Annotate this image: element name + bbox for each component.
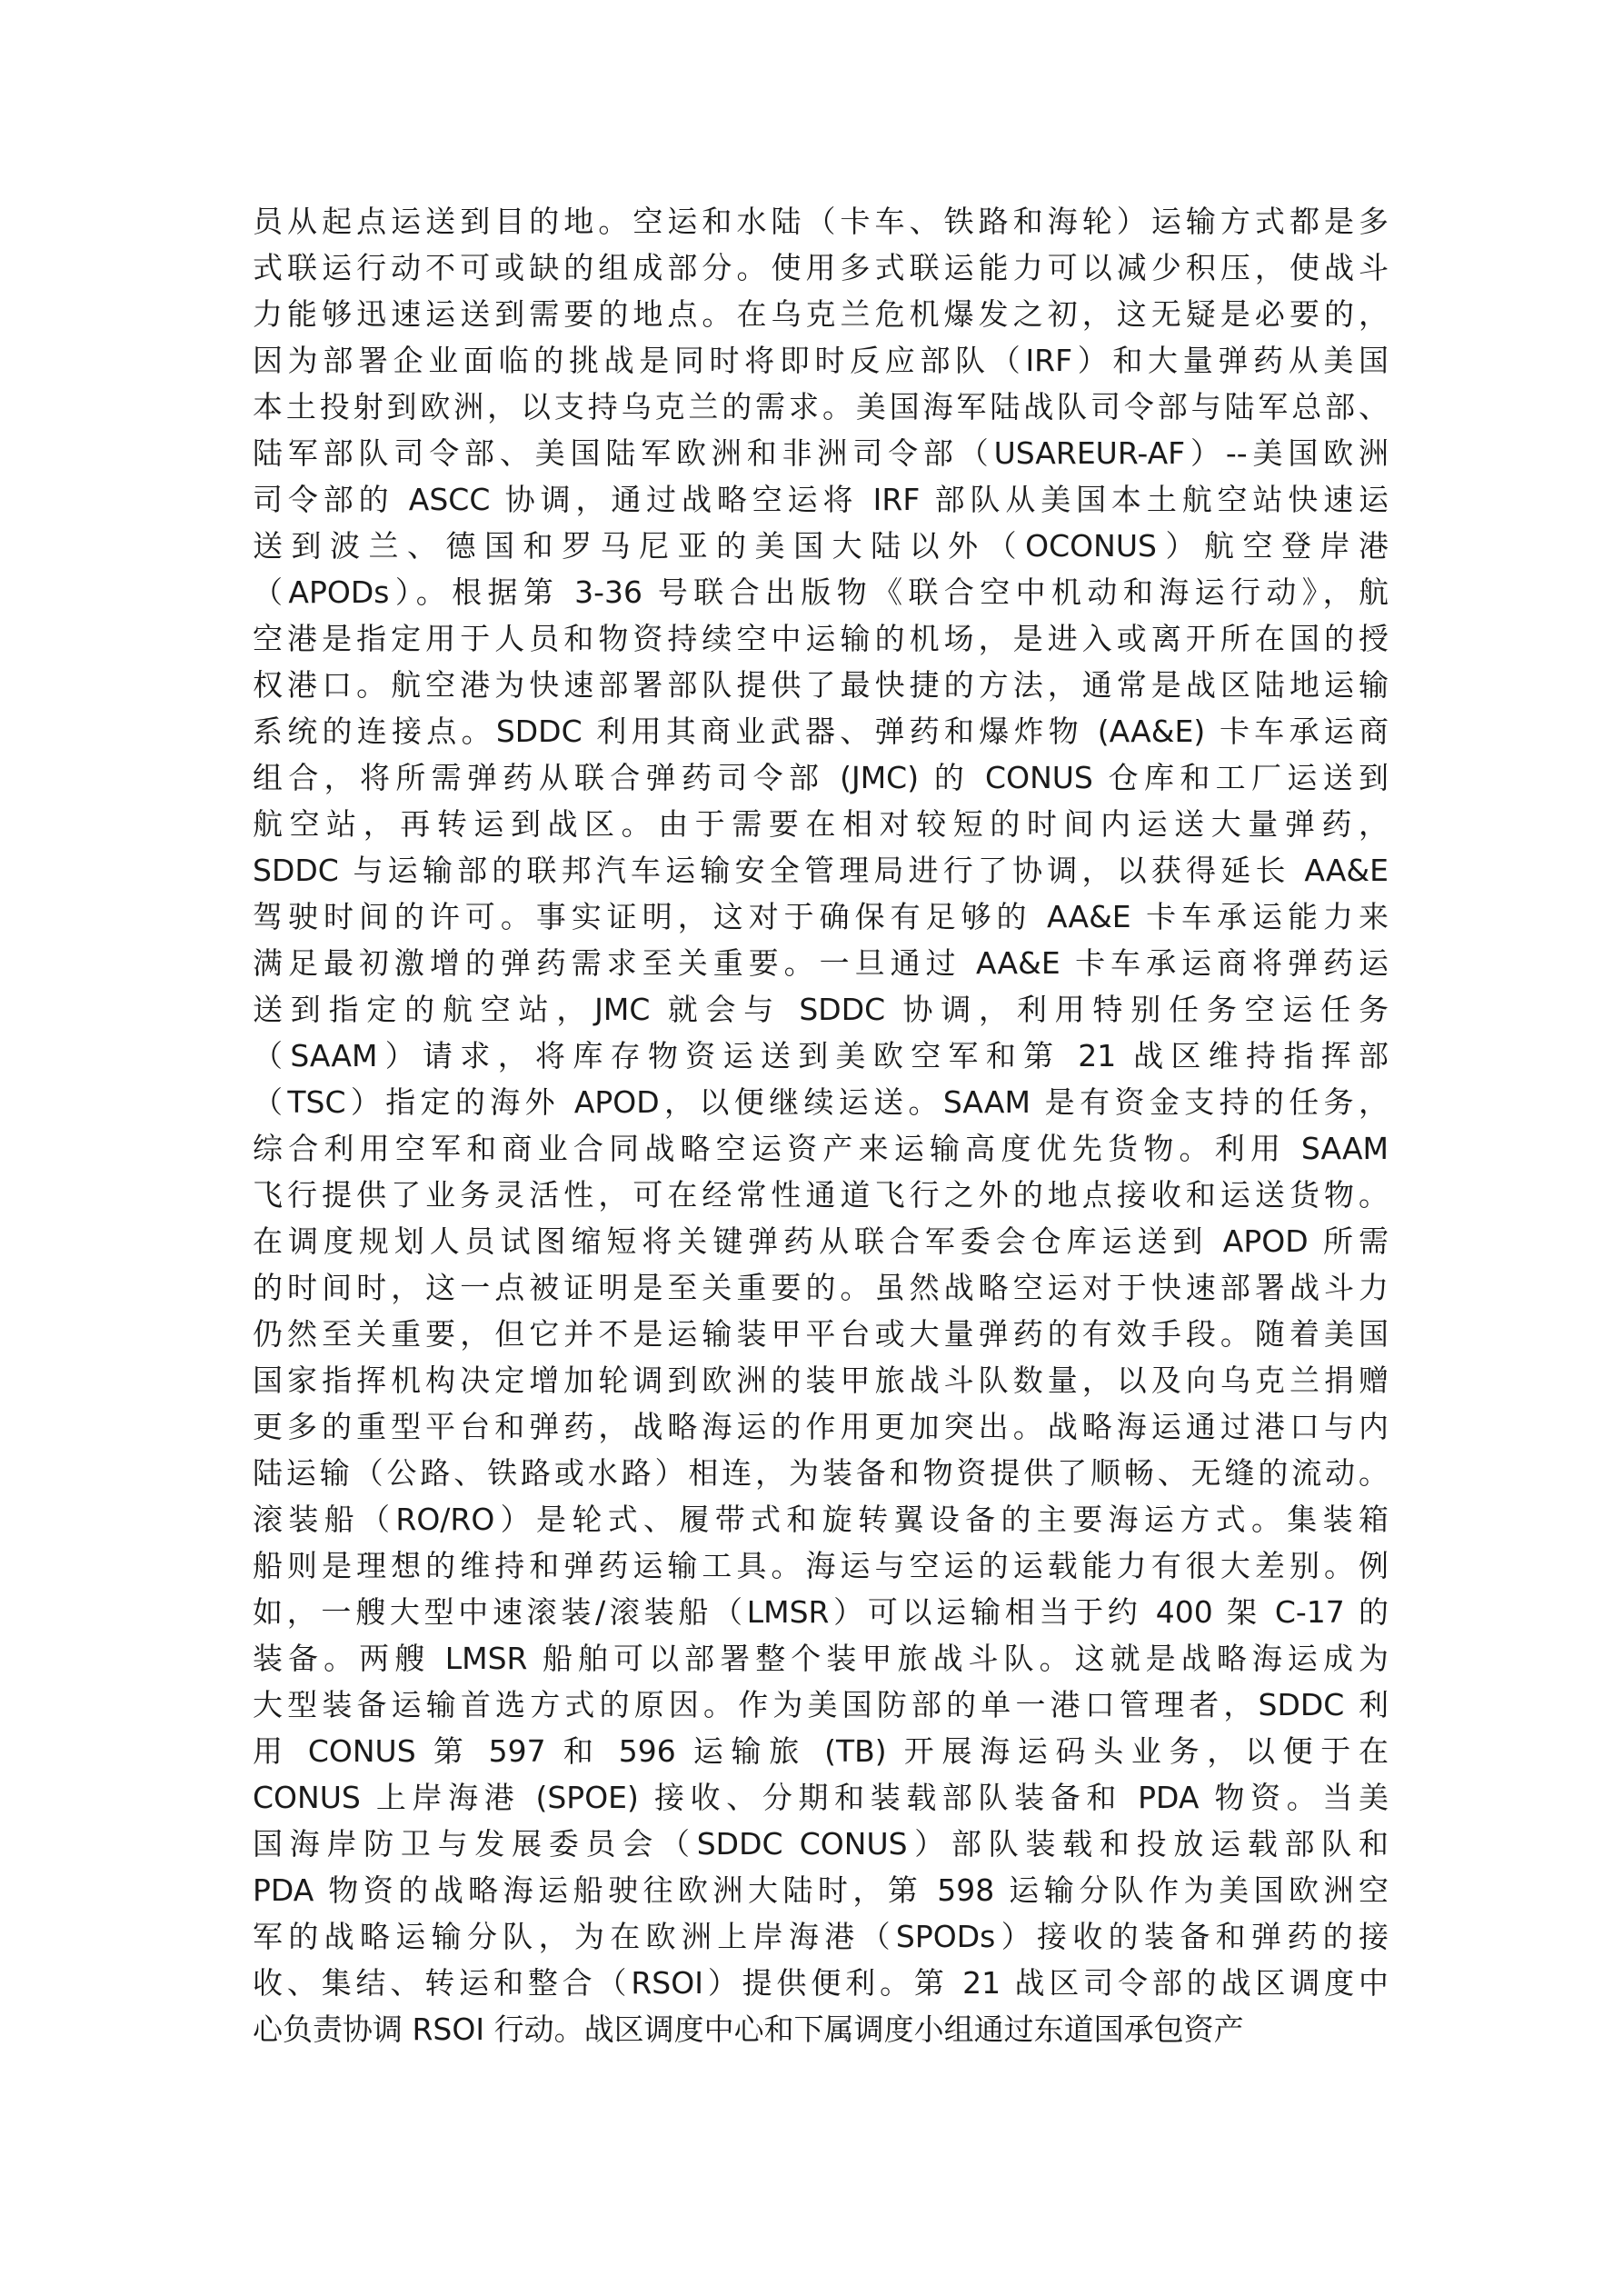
text-line: 仍然至关重要，但它并不是运输装甲平台或大量弹药的有效手段。随着美国	[253, 1316, 1389, 1352]
text-line: 国家指挥机构决定增加轮调到欧洲的装甲旅战斗队数量，以及向乌克兰捐赠	[253, 1363, 1389, 1398]
text-line: 空港是指定用于人员和物资持续空中运输的机场，是进入或离开所在国的授	[253, 621, 1389, 656]
text-line: 的时间时，这一点被证明是至关重要的。虽然战略空运对于快速部署战斗力	[253, 1270, 1389, 1305]
text-line: SDDC 与运输部的联邦汽车运输安全管理局进行了协调，以获得延长 AA&E	[253, 853, 1389, 888]
text-line: 滚装船（RO/RO）是轮式、履带式和旋转翼设备的主要海运方式。集装箱	[253, 1502, 1389, 1537]
text-line: 式联运行动不可或缺的组成部分。使用多式联运能力可以减少积压，使战斗	[253, 250, 1389, 285]
text-line: 飞行提供了业务灵活性，可在经常性通道飞行之外的地点接收和运送货物。	[253, 1177, 1389, 1213]
text-line: 更多的重型平台和弹药，战略海运的作用更加突出。战略海运通过港口与内	[253, 1409, 1389, 1444]
text-line: 收、集结、转运和整合（RSOI）提供便利。第 21 战区司令部的战区调度中	[253, 1965, 1389, 2001]
text-line: （SAAM）请求，将库存物资运送到美欧空军和第 21 战区维持指挥部	[253, 1038, 1389, 1073]
text-line: 送到指定的航空站，JMC 就会与 SDDC 协调，利用特别任务空运任务	[253, 992, 1389, 1027]
text-line: （APODs）。根据第 3-36 号联合出版物《联合空中机动和海运行动》，航	[253, 574, 1389, 610]
text-line: 满足最初激增的弹药需求至关重要。一旦通过 AA&E 卡车承运商将弹药运	[253, 945, 1389, 981]
text-line: 军的战略运输分队，为在欧洲上岸海港（SPODs）接收的装备和弹药的接	[253, 1919, 1389, 1954]
text-line: 船则是理想的维持和弹药运输工具。海运与空运的运载能力有很大差别。例	[253, 1548, 1389, 1583]
text-line: 组合，将所需弹药从联合弹药司令部 (JMC) 的 CONUS 仓库和工厂运送到	[253, 760, 1389, 795]
text-line: 用 CONUS 第 597 和 596 运输旅 (TB) 开展海运码头业务，以便于在	[253, 1733, 1389, 1769]
text-line: 司令部的 ASCC 协调，通过战略空运将 IRF 部队从美国本土航空站快速运	[253, 482, 1389, 517]
text-line: 力能够迅速运送到需要的地点。在乌克兰危机爆发之初，这无疑是必要的，	[253, 296, 1389, 332]
body-text	[253, 198, 1389, 2052]
text-line: 国海岸防卫与发展委员会（SDDC CONUS）部队装载和投放运载部队和	[253, 1826, 1389, 1862]
text-line: 因为部署企业面临的挑战是同时将即时反应部队（IRF）和大量弹药从美国	[253, 343, 1389, 378]
text-line: 综合利用空军和商业合同战略空运资产来运输高度优先货物。利用 SAAM	[253, 1131, 1389, 1166]
text-line: 在调度规划人员试图缩短将关键弹药从联合军委会仓库运送到 APOD 所需	[253, 1223, 1389, 1259]
text-line: 系统的连接点。SDDC 利用其商业武器、弹药和爆炸物 (AA&E) 卡车承运商	[253, 714, 1389, 749]
text-line: 员从起点运送到目的地。空运和水陆（卡车、铁路和海轮）运输方式都是多	[253, 204, 1389, 239]
text-line: 本土投射到欧洲，以支持乌克兰的需求。美国海军陆战队司令部与陆军总部、	[253, 389, 1389, 424]
text-line: 陆军部队司令部、美国陆军欧洲和非洲司令部（USAREUR-AF）--美国欧洲	[253, 435, 1389, 471]
text-line: PDA 物资的战略海运船驶往欧洲大陆时，第 598 运输分队作为美国欧洲空	[253, 1872, 1389, 1908]
text-line: CONUS 上岸海港 (SPOE) 接收、分期和装载部队装备和 PDA 物资。当美	[253, 1780, 1389, 1815]
text-line: 驾驶时间的许可。事实证明，这对于确保有足够的 AA&E 卡车承运能力来	[253, 899, 1389, 934]
text-line: 大型装备运输首选方式的原因。作为美国防部的单一港口管理者，SDDC 利	[253, 1687, 1389, 1722]
text-line: 权港口。航空港为快速部署部队提供了最快捷的方法，通常是战区陆地运输	[253, 667, 1389, 703]
text-line: 心负责协调 RSOI 行动。战区调度中心和下属调度小组通过东道国承包资产	[253, 2011, 1244, 2047]
text-line: 如，一艘大型中速滚装/滚装船（LMSR）可以运输相当于约 400 架 C-17 的	[253, 1594, 1389, 1630]
text-line: 送到波兰、德国和罗马尼亚的美国大陆以外（OCONUS）航空登岸港	[253, 528, 1389, 564]
text-line: 航空站，再转运到战区。由于需要在相对较短的时间内运送大量弹药，	[253, 806, 1389, 842]
text-line: （TSC）指定的海外 APOD，以便继续运送。SAAM 是有资金支持的任务，	[253, 1084, 1389, 1120]
text-line: 装备。两艘 LMSR 船舶可以部署整个装甲旅战斗队。这就是战略海运成为	[253, 1641, 1389, 1676]
text-line: 陆运输（公路、铁路或水路）相连，为装备和物资提供了顺畅、无缝的流动。	[253, 1455, 1389, 1491]
